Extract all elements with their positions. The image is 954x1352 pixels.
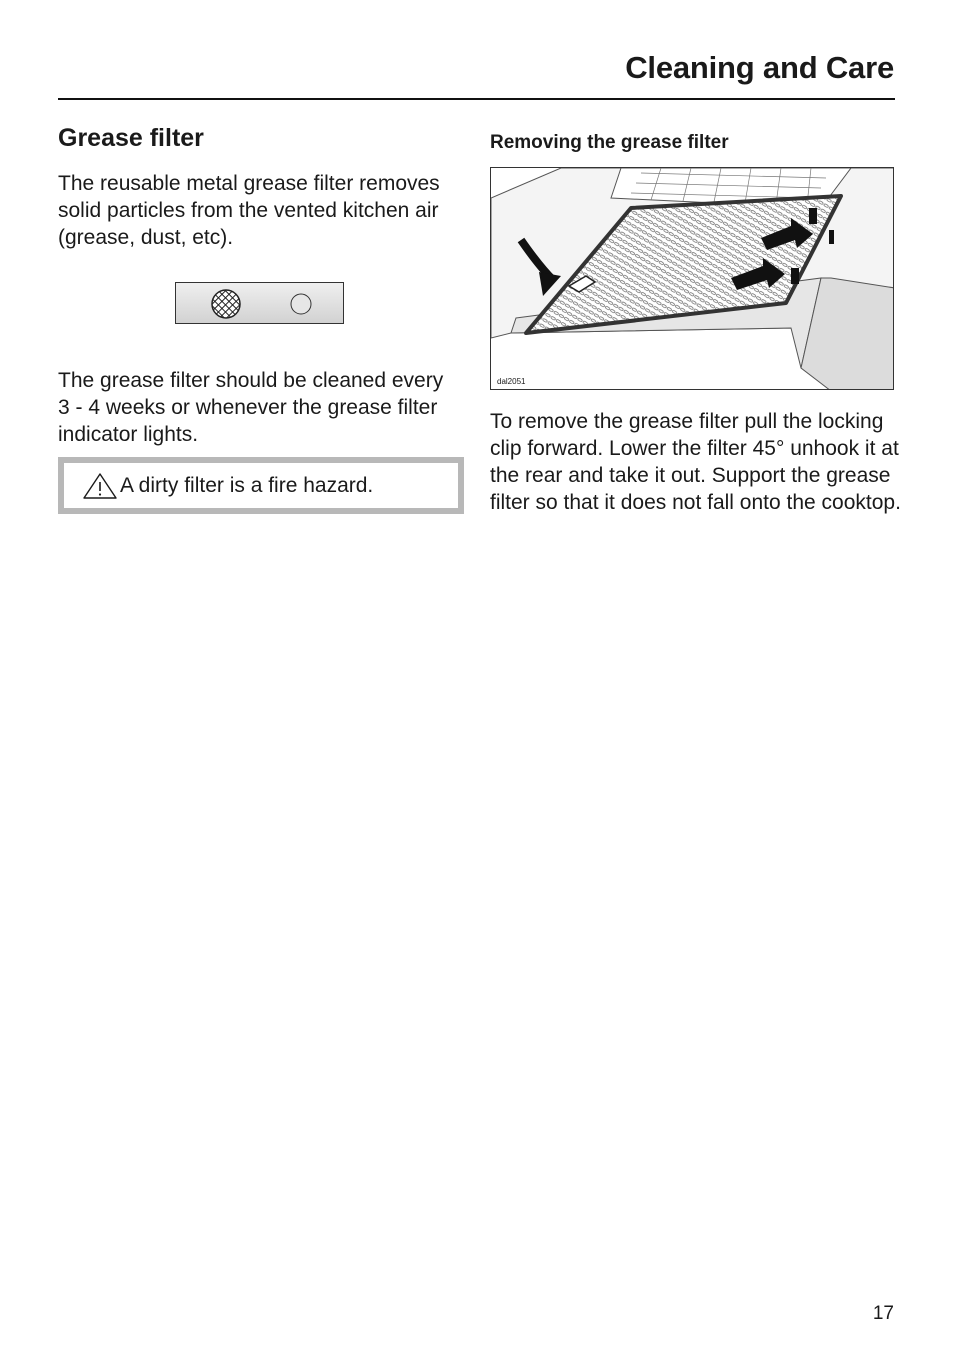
filter-removal-illustration [490, 167, 894, 390]
section-heading-grease-filter: Grease filter [58, 124, 204, 152]
sub-heading-removing-filter: Removing the grease filter [490, 132, 729, 153]
grease-filter-indicator-panel [175, 282, 344, 324]
warning-box [58, 457, 464, 514]
indicator-light-icon [291, 294, 311, 314]
page-title: Cleaning and Care [625, 50, 894, 85]
title-divider [58, 98, 895, 100]
removal-instructions-paragraph: To remove the grease filter pull the locking clip forward. Lower the filter 45° unhook it at the rear and take it out. Support the grease filter so that it does not fall onto the cooktop. [490, 410, 901, 514]
warning-triangle-icon [82, 472, 118, 500]
figure-label: dal2051 [497, 377, 526, 386]
intro-paragraph: The reusable metal grease filter removes solid particles from the vented kitchen air (grease, dust, etc). [58, 172, 440, 249]
page-number: 17 [872, 1303, 894, 1324]
warning-text: A dirty filter is a fire hazard. [120, 473, 374, 497]
grease-filter-indicator-icon [212, 290, 240, 318]
cleaning-interval-paragraph: The grease filter should be cleaned every 3 - 4 weeks or whenever the grease filter indicator lights. [58, 369, 444, 446]
